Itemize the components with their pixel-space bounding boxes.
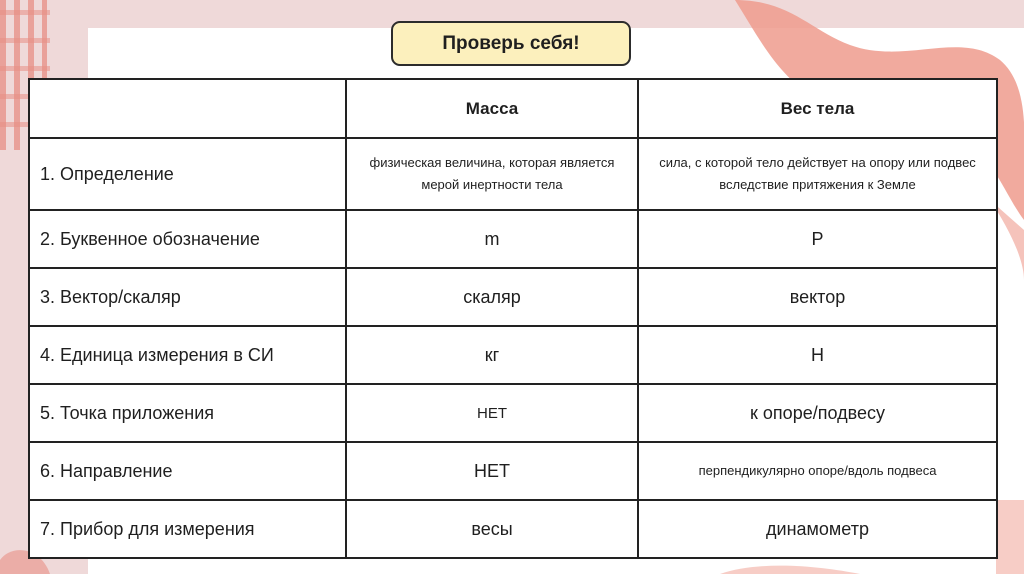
table-row (29, 384, 997, 442)
mass-cell: кг (346, 326, 638, 384)
table-row (29, 210, 997, 268)
table-header-row (29, 79, 997, 138)
row-label: 2. Буквенное обозначение (29, 210, 346, 268)
mass-cell: весы (346, 500, 638, 558)
header-mass: Масса (346, 79, 638, 138)
row-label: 4. Единица измерения в СИ (29, 326, 346, 384)
row-label: 5. Точка приложения (29, 384, 346, 442)
weight-cell: вектор (638, 268, 997, 326)
weight-cell: сила, с которой тело действует на опору или подвес вследствие притяжения к Земле (638, 138, 997, 210)
table-row (29, 442, 997, 500)
weight-cell: к опоре/подвесу (638, 384, 997, 442)
mass-cell: НЕТ (346, 442, 638, 500)
table-row (29, 326, 997, 384)
mass-cell: физическая величина, которая является мерой инертности тела (346, 138, 638, 210)
weight-cell: перпендикулярно опоре/вдоль подвеса (638, 442, 997, 500)
header-weight: Вес тела (638, 79, 997, 138)
comparison-table (28, 78, 998, 559)
mass-cell: m (346, 210, 638, 268)
page-title: Проверь себя! (391, 21, 631, 66)
header-empty (29, 79, 346, 138)
table-row (29, 500, 997, 558)
row-label: 1. Определение (29, 138, 346, 210)
weight-cell: Н (638, 326, 997, 384)
row-label: 3. Вектор/скаляр (29, 268, 346, 326)
row-label: 6. Направление (29, 442, 346, 500)
weight-cell: динамометр (638, 500, 997, 558)
row-label: 7. Прибор для измерения (29, 500, 346, 558)
mass-cell: НЕТ (346, 384, 638, 442)
table-row (29, 268, 997, 326)
table-row (29, 138, 997, 210)
mass-cell: скаляр (346, 268, 638, 326)
weight-cell: P (638, 210, 997, 268)
